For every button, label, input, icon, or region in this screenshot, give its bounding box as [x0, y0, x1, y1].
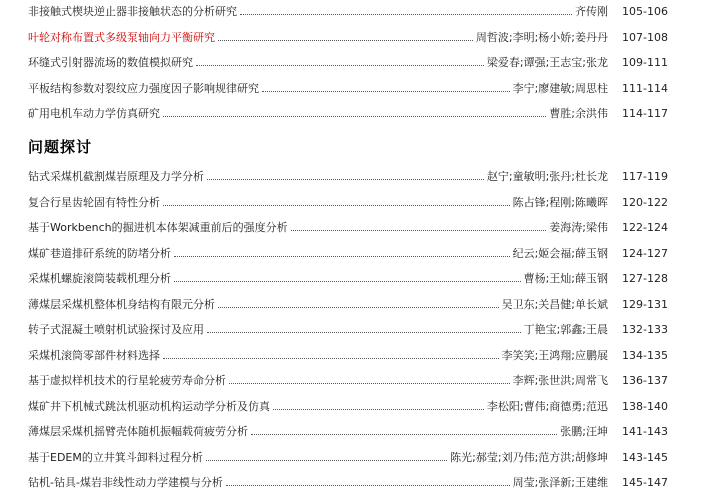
- article-pages: 134-135: [622, 348, 668, 362]
- toc-entry[interactable]: [28, 103, 668, 120]
- toc-entry[interactable]: [28, 27, 668, 44]
- article-pages: 111-114: [622, 81, 668, 95]
- toc-entry[interactable]: [28, 396, 668, 413]
- article-pages: 105-106: [622, 5, 668, 18]
- article-title-link[interactable]: 基于虚拟样机技术的行星轮疲劳寿命分析: [28, 374, 226, 387]
- article-title-link[interactable]: 采煤机螺旋滚筒装载机理分析: [28, 272, 171, 285]
- toc-entry[interactable]: [28, 421, 668, 438]
- article-pages: 109-111: [622, 56, 668, 69]
- article-pages: 107-108: [622, 30, 668, 44]
- article-title-link[interactable]: 叶轮对称布置式多级泵轴向力平衡研究: [28, 30, 215, 44]
- article-pages: 114-117: [622, 107, 668, 120]
- article-authors: 陈占锋;程刚;陈曦晖: [512, 195, 608, 209]
- article-pages: 124-127: [622, 246, 668, 260]
- article-authors: 李宁;廖建敏;周思柱: [512, 81, 608, 95]
- dot-leader: [163, 116, 546, 117]
- article-title-link[interactable]: 钻机-钻具-煤岩非线性动力学建模与分析: [28, 476, 223, 489]
- toc-entry[interactable]: [28, 78, 668, 95]
- dot-leader: [206, 460, 447, 461]
- article-title-link[interactable]: 环缝式引射器流场的数值模拟研究: [28, 56, 193, 69]
- toc-entry[interactable]: [28, 268, 668, 285]
- toc-entry[interactable]: [28, 1, 668, 18]
- article-title-link[interactable]: 复合行星齿轮固有特性分析: [28, 195, 160, 209]
- dot-leader: [163, 358, 499, 359]
- article-title-link[interactable]: 基于EDEM的立井箕斗卸料过程分析: [28, 450, 203, 464]
- article-authors: 李笑笑;王鸿翔;应鹏展: [501, 348, 608, 362]
- article-authors: 齐传刚: [575, 5, 608, 18]
- dot-leader: [163, 205, 510, 206]
- toc-entry[interactable]: [28, 345, 668, 362]
- article-title-link[interactable]: 平板结构参数对裂纹应力强度因子影响规律研究: [28, 81, 259, 95]
- section-heading: 问题探讨: [28, 138, 93, 156]
- article-authors: 曹胜;余洪伟: [549, 107, 608, 120]
- article-authors: 赵宁;童敏明;张丹;杜长龙: [486, 170, 608, 183]
- toc-entry[interactable]: [28, 217, 668, 234]
- article-pages: 145-147: [622, 476, 668, 489]
- dot-leader: [174, 281, 521, 282]
- article-title-link[interactable]: 薄煤层采煤机摇臂壳体随机振幅载荷疲劳分析: [28, 425, 248, 438]
- article-pages: 143-145: [622, 450, 668, 464]
- dot-leader: [229, 383, 510, 384]
- toc-entry[interactable]: [28, 294, 668, 311]
- article-title-link[interactable]: 薄煤层采煤机整体机身结构有限元分析: [28, 297, 215, 311]
- article-title-link[interactable]: 钻式采煤机截割煤岩原理及力学分析: [28, 170, 204, 183]
- article-pages: 138-140: [622, 399, 668, 413]
- article-authors: 丁艳宝;郭鑫;王晨: [523, 323, 608, 336]
- article-pages: 122-124: [622, 221, 668, 234]
- toc-entry[interactable]: [28, 472, 668, 489]
- dot-leader: [240, 14, 572, 15]
- dot-leader: [218, 40, 473, 41]
- dot-leader: [226, 485, 510, 486]
- article-pages: 132-133: [622, 323, 668, 336]
- article-authors: 周哲波;李明;杨小娇;姜丹丹: [475, 30, 608, 44]
- dot-leader: [174, 256, 510, 257]
- article-authors: 李辉;张世洪;周常飞: [512, 374, 608, 387]
- toc-entry[interactable]: [28, 166, 668, 183]
- dot-leader: [291, 230, 547, 231]
- toc-entry[interactable]: [28, 192, 668, 209]
- article-title-link[interactable]: 非接触式楔块逆止器非接触状态的分析研究: [28, 5, 237, 18]
- dot-leader: [207, 332, 521, 333]
- article-pages: 136-137: [622, 374, 668, 387]
- article-title-link[interactable]: 煤矿巷道排矸系统的防堵分析: [28, 246, 171, 260]
- article-title-link[interactable]: 矿用电机车动力学仿真研究: [28, 107, 160, 120]
- article-pages: 127-128: [622, 272, 668, 285]
- toc-entry[interactable]: [28, 447, 668, 464]
- article-authors: 周莹;张泽新;王建维: [512, 476, 608, 489]
- dot-leader: [262, 91, 510, 92]
- article-pages: 120-122: [622, 195, 668, 209]
- article-pages: 117-119: [622, 170, 668, 183]
- article-title-link[interactable]: 基于Workbench的掘进机本体架减重前后的强度分析: [28, 221, 288, 234]
- article-pages: 129-131: [622, 297, 668, 311]
- article-title-link[interactable]: 转子式混凝土喷射机试验探讨及应用: [28, 323, 204, 336]
- article-authors: 纪云;姬会福;薛玉钢: [512, 246, 608, 260]
- article-pages: 141-143: [622, 425, 668, 438]
- toc-entry[interactable]: [28, 52, 668, 69]
- article-title-link[interactable]: 采煤机滚筒零部件材料选择: [28, 348, 160, 362]
- dot-leader: [207, 179, 484, 180]
- article-authors: 姜海涛;梁伟: [549, 221, 608, 234]
- article-authors: 张鹏;汪坤: [560, 425, 608, 438]
- toc-entry[interactable]: [28, 319, 668, 336]
- dot-leader: [273, 409, 484, 410]
- article-title-link[interactable]: 煤矿井下机械式跳汰机驱动机构运动学分析及仿真: [28, 399, 270, 413]
- dot-leader: [218, 307, 499, 308]
- toc-entry[interactable]: [28, 243, 668, 260]
- toc-entry[interactable]: [28, 370, 668, 387]
- article-authors: 曹杨;王灿;薛玉钢: [523, 272, 608, 285]
- article-authors: 吴卫东;关昌健;单长斌: [501, 297, 608, 311]
- dot-leader: [196, 65, 484, 66]
- article-authors: 陈光;郝莹;刘乃伟;范方洪;胡修坤: [450, 450, 608, 464]
- dot-leader: [251, 434, 557, 435]
- article-authors: 李松阳;曹伟;商德勇;范迅: [486, 399, 608, 413]
- article-authors: 梁爱春;谭强;王志宝;张龙: [486, 56, 608, 69]
